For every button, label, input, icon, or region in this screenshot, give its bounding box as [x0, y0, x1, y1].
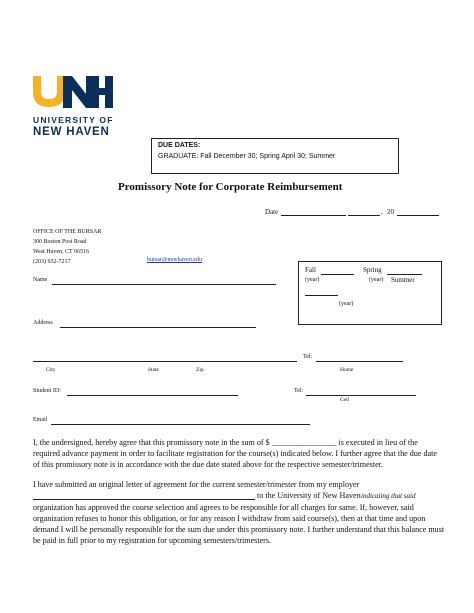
cell-caption: Cell: [340, 397, 350, 403]
name-field[interactable]: [52, 284, 276, 285]
city-caption: City: [46, 367, 56, 373]
term-spring-label: Spring: [363, 266, 382, 274]
page-title: Promissory Note for Corporate Reimbursement: [118, 181, 343, 193]
home-tel-field[interactable]: [316, 361, 403, 362]
term-summer-year-caption: (year): [339, 301, 354, 307]
unh-monogram-icon: [33, 73, 113, 109]
bursar-phone: (203) 932-7217: [33, 259, 71, 265]
date-field-year[interactable]: [397, 215, 439, 216]
employer-line2-a: to the University of New Haven: [257, 491, 361, 500]
address-label: Address: [33, 320, 53, 326]
student-id-label: Student ID:: [33, 388, 61, 394]
term-spring-year-field[interactable]: [387, 274, 422, 275]
employer-line2-b: indicating that said: [361, 492, 416, 500]
logo-university-of: UNIVERSITY OF: [33, 115, 114, 125]
bursar-office: OFFICE OF THE BURSAR: [33, 229, 102, 235]
term-fall-year-caption: (year): [305, 277, 320, 283]
term-fall-label: Fall: [305, 266, 316, 274]
state-caption: State: [148, 367, 159, 373]
employer-line: I have submitted an original letter of agreement for the current semester/trimester from my employer: [33, 480, 360, 489]
cell-tel-field[interactable]: [306, 395, 416, 396]
address-field[interactable]: [60, 327, 256, 328]
term-spring-year-caption: (year): [369, 277, 384, 283]
term-summer-year-field[interactable]: [305, 295, 338, 296]
zip-caption: Zip: [196, 367, 204, 373]
email-field[interactable]: [51, 424, 310, 425]
tel-label: Tel:: [303, 354, 313, 360]
agreement-paragraph: I, the undersigned, hereby agree that this promissory note in the sum of $ ________________ is executed in lieu of the required advance payment in order to facilitate registration for the course(s) indicated below. I further agree that the due date of this promissory note is in accordance with the due date stated above for the respective semester/trimester.: [33, 438, 437, 469]
term-box: [298, 261, 442, 325]
bursar-street: 300 Boston Post Road: [33, 239, 87, 245]
city-state-zip-field[interactable]: [33, 361, 297, 362]
term-summer-label: Summer: [391, 276, 415, 284]
due-dates-text: GRADUATE: Fall December 30; Spring April 30; Summer: [158, 153, 336, 160]
date-field-day[interactable]: [348, 215, 380, 216]
due-dates-heading: DUE DATES:: [158, 142, 201, 149]
home-caption: Home: [340, 367, 354, 373]
bursar-city: West Haven, CT 06516: [33, 249, 90, 255]
date-field-month-day[interactable]: [281, 215, 346, 216]
bursar-email-link[interactable]: bursar@newhaven.edu: [147, 257, 203, 263]
date-label: Date: [265, 208, 279, 216]
date-comma: ,: [381, 208, 383, 216]
name-label: Name: [33, 277, 48, 283]
term-fall-year-field[interactable]: [321, 274, 354, 275]
tel2-label: Tel:: [294, 388, 304, 394]
date-year-prefix: 20: [387, 208, 394, 216]
employer-field[interactable]: [33, 499, 255, 500]
employer-paragraph: organization has approved the course selection and agrees to be responsible for all charges for same. If, however, said organization refuses to honor this obligation, or for any reason I withdraw from said course(s), then at that time and upon demand I will be personally responsible for the sum due under this promissory note. I further understand that this balance must be paid in full prior to my registration for upcoming semesters/trimesters.: [33, 503, 445, 545]
email-label: Email: [33, 417, 48, 423]
student-id-field[interactable]: [67, 395, 238, 396]
university-logo: [33, 73, 115, 139]
due-dates-box: [151, 138, 399, 174]
logo-new-haven: NEW HAVEN: [33, 126, 110, 138]
